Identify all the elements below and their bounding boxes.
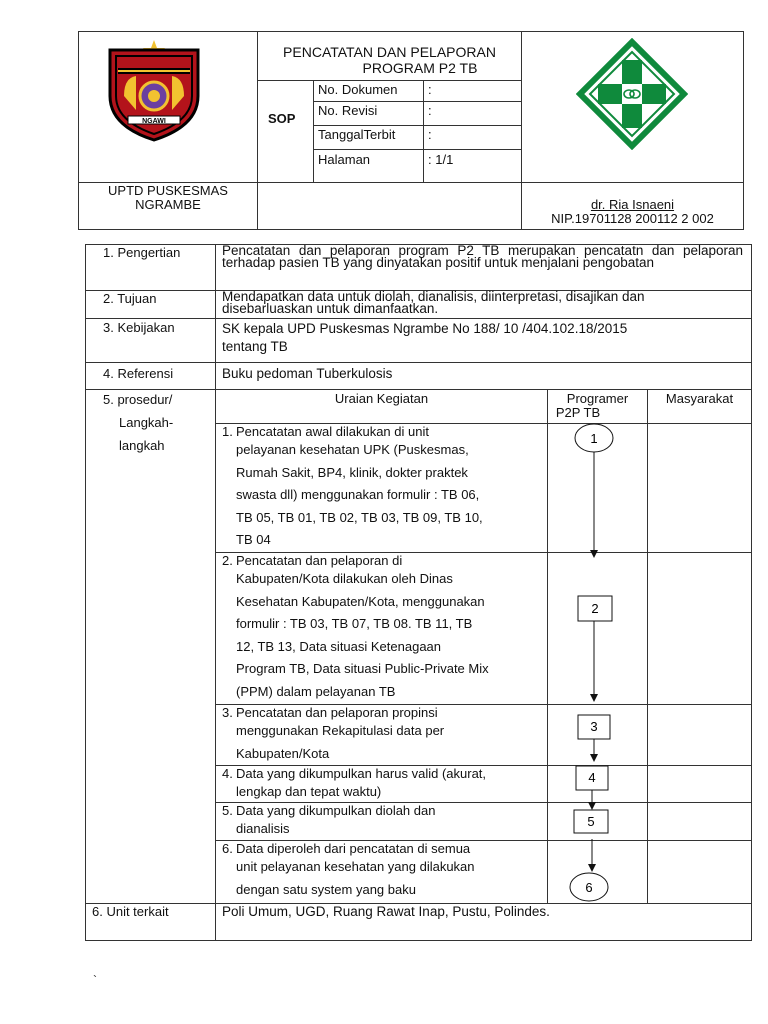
step-line: 12, TB 13, Data situasi Ketenagaan	[236, 638, 442, 654]
step-line: swasta dll) menggunakan formulir : TB 06,	[236, 487, 480, 502]
step-line: Data yang dikumpulkan diolah dan	[236, 803, 436, 818]
text-pengertian: Pencatatan dan pelaporan program P2 TB merupakan pencatatn dan pelaporan terhadap pasien TB yang dinyatakan positif untuk menjalani pengobatan	[222, 243, 743, 270]
signer-nip: NIP.19701128 200112 2 002	[551, 211, 714, 226]
text-tujuan-2: disebarluaskan untuk dimanfaatkan.	[222, 301, 439, 316]
footer-mark: `	[93, 973, 97, 987]
label-tujuan: 2. Tujuan	[103, 291, 157, 306]
label-unit-terkait: 6. Unit terkait	[92, 904, 169, 919]
label-prosedur-1: 5. prosedur/	[103, 392, 173, 407]
col-header-programer-1: Programer	[566, 391, 629, 406]
signer-name: dr. Ria Isnaeni	[590, 197, 675, 212]
step-line: lengkap dan tepat waktu)	[236, 784, 382, 799]
text-unit-terkait: Poli Umum, UGD, Ruang Rawat Inap, Pustu, Polindes.	[222, 904, 550, 919]
svg-text:NGAWI: NGAWI	[142, 118, 166, 125]
step-line: Rumah Sakit, BP4, klinik, dokter praktek	[236, 464, 468, 480]
label-prosedur-2: Langkah-	[119, 415, 174, 430]
meta-label-revisi: No. Revisi	[318, 103, 378, 118]
ngawi-crest-logo	[104, 38, 204, 142]
step-line: Pencatatan dan pelaporan di	[236, 553, 403, 568]
step-number: 2.	[222, 553, 233, 568]
step-line: Kabupaten/Kota dilakukan oleh Dinas	[236, 571, 453, 586]
col-header-masyarakat: Masyarakat	[665, 391, 734, 406]
step-line: TB 05, TB 01, TB 02, TB 03, TB 09, TB 10,	[236, 509, 483, 525]
meta-label-halaman: Halaman	[318, 152, 371, 167]
puskesmas-logo	[576, 38, 688, 150]
flow-label-3: 3	[590, 719, 598, 734]
doc-title-line1: PENCATATAN DAN PELAPORAN	[283, 44, 496, 60]
step-number: 1.	[222, 424, 233, 439]
flow-label-6: 6	[585, 880, 593, 895]
col-header-programer-2: P2P TB	[555, 405, 601, 420]
text-kebijakan-1: SK kepala UPD Puskesmas Ngrambe No 188/ 10 /404.102.18/2015	[222, 321, 628, 336]
org-name-line2: NGRAMBE	[135, 197, 201, 212]
step-line: Pencatatan dan pelaporan propinsi	[236, 705, 438, 720]
meta-value-tanggal: :	[428, 127, 432, 142]
sop-label: SOP	[268, 111, 296, 126]
meta-label-dokumen: No. Dokumen	[318, 82, 398, 97]
procedure-step	[222, 841, 538, 901]
flow-label-5: 5	[587, 814, 595, 829]
org-name-line1: UPTD PUSKESMAS	[108, 183, 228, 198]
flow-diagram	[548, 390, 647, 904]
label-prosedur-3: langkah	[119, 438, 165, 453]
step-number: 5.	[222, 803, 233, 818]
step-line: Data diperoleh dari pencatatan di semua	[236, 841, 471, 856]
procedure-step	[222, 705, 538, 765]
procedure-step	[222, 803, 538, 841]
label-pengertian: 1. Pengertian	[103, 245, 181, 260]
step-line: Kabupaten/Kota	[236, 745, 330, 761]
step-line: Pencatatan awal dilakukan di unit	[236, 424, 429, 439]
flow-label-4: 4	[588, 770, 596, 785]
procedure-step	[222, 424, 538, 552]
step-number: 6.	[222, 841, 233, 856]
flow-label-1: 1	[590, 431, 598, 446]
meta-value-dokumen: :	[428, 82, 432, 97]
text-tujuan-1: Mendapatkan data untuk diolah, dianalisis, diinterpretasi, disajikan dan	[222, 289, 645, 304]
text-referensi: Buku pedoman Tuberkulosis	[222, 366, 393, 381]
step-line: menggunakan Rekapitulasi data per	[236, 723, 445, 738]
meta-value-revisi: :	[428, 103, 432, 118]
step-line: formulir : TB 03, TB 07, TB 08. TB 11, TB	[236, 616, 473, 631]
step-line: (PPM) dalam pelayanan TB	[236, 683, 396, 699]
step-line: unit pelayanan kesehatan yang dilakukan	[236, 859, 475, 874]
procedure-step	[222, 766, 538, 804]
flow-label-2: 2	[591, 601, 599, 616]
col-header-uraian: Uraian Kegiatan	[334, 391, 429, 406]
doc-title-line2: PROGRAM P2 TB	[362, 60, 478, 76]
step-line: dianalisis	[236, 821, 290, 836]
step-line: Data yang dikumpulkan harus valid (akurat,	[236, 766, 487, 781]
step-line: dengan satu system yang baku	[236, 881, 416, 897]
text-kebijakan-2: tentang TB	[222, 339, 288, 354]
procedure-step	[222, 553, 538, 703]
label-kebijakan: 3. Kebijakan	[103, 320, 175, 335]
meta-label-tanggal: TanggalTerbit	[318, 127, 396, 142]
step-line: TB 04	[236, 532, 271, 547]
step-line: pelayanan kesehatan UPK (Puskesmas,	[236, 442, 469, 457]
label-referensi: 4. Referensi	[103, 366, 174, 381]
step-number: 3.	[222, 705, 233, 720]
meta-value-halaman: : 1/1	[428, 152, 454, 167]
step-line: Kesehatan Kabupaten/Kota, menggunakan	[236, 593, 485, 609]
step-line: Program TB, Data situasi Public-Private Mix	[236, 661, 489, 676]
step-number: 4.	[222, 766, 233, 781]
